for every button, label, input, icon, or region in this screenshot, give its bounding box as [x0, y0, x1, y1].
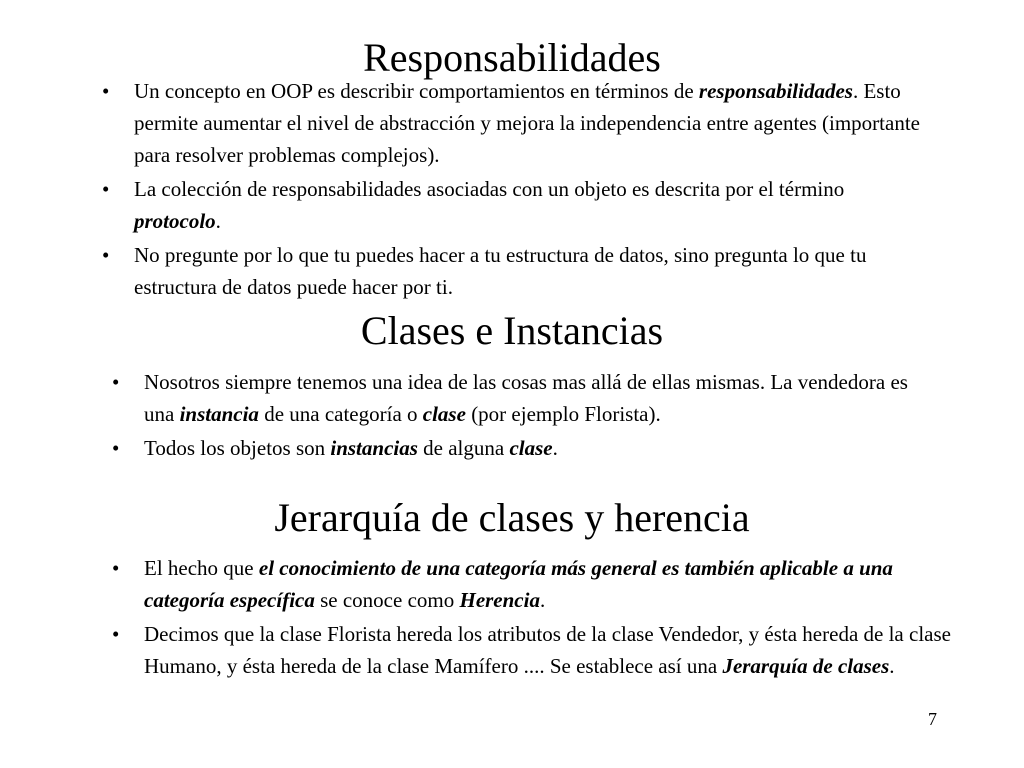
bullet-text: .: [539, 588, 546, 612]
emphasis-text: Herencia: [459, 588, 540, 612]
bullet-text: (por ejemplo Florista).: [465, 402, 661, 426]
page-number: 7: [928, 709, 937, 729]
bullet-text: .: [215, 209, 221, 233]
bullet-item: [112, 432, 942, 464]
bullet-text: Decimos que la clase Florista hereda los atributos de la clase Vendedor, y ésta hereda de la clase Humano, y ésta hereda de la clase Mamífero .... Se establece así una: [144, 622, 951, 678]
emphasis-text: protocolo: [134, 209, 216, 233]
bullet-text: se conoce como: [314, 588, 460, 612]
bullet-text: de alguna: [417, 436, 510, 460]
bullet-text: . Esto permite aumentar el nivel de abstracción y mejora la independencia entre agentes (importante para resolver problemas complejos).: [134, 79, 920, 167]
bullet-list-clases-instancias: [112, 366, 942, 466]
section-title-jerarquia: Jerarquía de clases y herencia: [274, 495, 750, 540]
bullet-item: [112, 618, 958, 682]
bullet-item: [102, 75, 932, 171]
emphasis-text: clase: [509, 436, 553, 460]
bullet-text: .: [889, 654, 895, 678]
emphasis-text: responsabilidades: [698, 79, 853, 103]
emphasis-text: el conocimiento de una categoría más general es también aplicable a una categoría específica: [144, 556, 893, 612]
emphasis-text: clase: [422, 402, 466, 426]
bullet-text: Todos los objetos son: [144, 436, 331, 460]
bullet-text: Un concepto en OOP es describir comportamientos en términos de: [134, 79, 699, 103]
bullet-item: [112, 552, 958, 616]
emphasis-text: instancias: [330, 436, 418, 460]
bullet-list-responsabilidades: [102, 75, 932, 305]
emphasis-text: instancia: [179, 402, 259, 426]
section-title-responsabilidades: Responsabilidades: [363, 35, 661, 80]
bullet-list-jerarquia: [112, 552, 958, 684]
bullet-text: El hecho que: [144, 556, 259, 580]
section-title-clases-instancias: Clases e Instancias: [360, 308, 664, 353]
bullet-text: No pregunte por lo que tu puedes hacer a tu estructura de datos, sino pregunta lo que tu estructura de datos puede hacer por ti.: [134, 243, 867, 299]
bullet-item: [112, 366, 942, 430]
bullet-text: Nosotros siempre tenemos una idea de las cosas mas allá de ellas mismas. La vendedora es una: [144, 370, 908, 426]
bullet-text: La colección de responsabilidades asociadas con un objeto es descrita por el término: [134, 177, 845, 201]
bullet-text: de una categoría o: [258, 402, 423, 426]
bullet-item: [102, 239, 932, 303]
bullet-item: [102, 173, 932, 237]
bullet-text: .: [552, 436, 558, 460]
emphasis-text: Jerarquía de clases: [722, 654, 890, 678]
